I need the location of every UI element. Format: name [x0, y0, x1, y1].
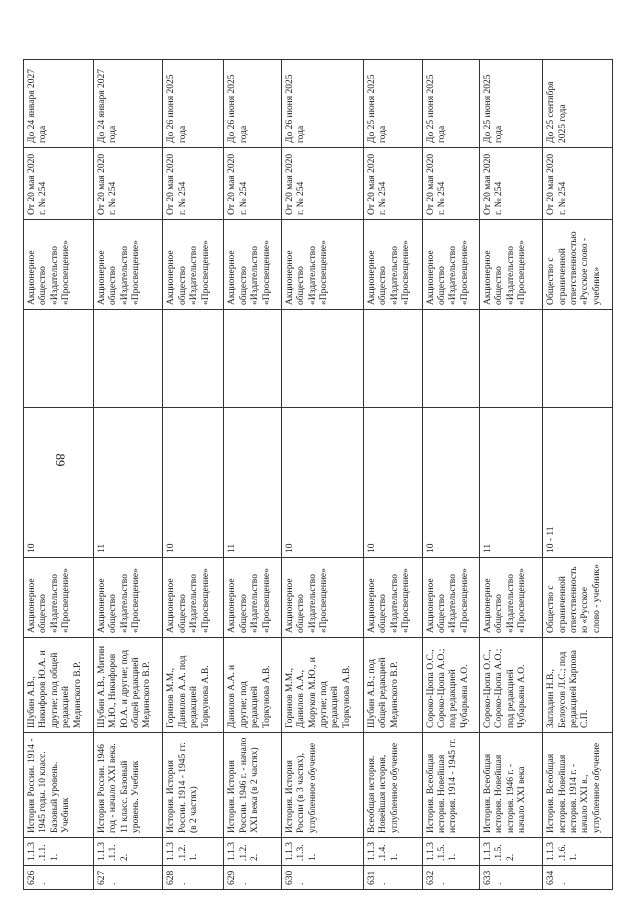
cell-num: 627.: [93, 866, 163, 890]
cell-producer: Акционерное общество «Издательство «Просвещение»: [163, 220, 224, 310]
cell-grade: 11: [224, 408, 281, 558]
table-row: [24, 60, 94, 890]
cell-code: 1.1.3.1.3.1.: [281, 838, 363, 866]
cell-num: 634.: [543, 866, 613, 890]
cell-grade: 10: [163, 408, 224, 558]
cell-grade: 10 - 11: [543, 408, 613, 558]
cell-holder: [163, 310, 224, 408]
cell-publisher: Акционерное общество «Издательство «Просвещение»: [24, 558, 94, 638]
cell-holder: [24, 310, 94, 408]
cell-grade: 10: [422, 408, 479, 558]
cell-deadline: До 26 июня 2025 года: [224, 60, 281, 148]
cell-title: История. Всеобщая история. Новейшая история. 1914 - 1945 гг.: [422, 733, 479, 838]
cell-order: От 20 мая 2020 г. № 254: [93, 148, 163, 220]
cell-holder: [479, 310, 542, 408]
cell-authors: Данилов А.А. и другие; под редакцией Торкунова А.В.: [224, 638, 281, 733]
table-row: [93, 60, 163, 890]
cell-num: 631.: [363, 866, 422, 890]
cell-holder: [422, 310, 479, 408]
cell-order: От 20 мая 2020 г. № 254: [24, 148, 94, 220]
cell-publisher: Акционерное общество «Издательство «Просвещение»: [163, 558, 224, 638]
cell-deadline: До 26 июня 2025 года: [163, 60, 224, 148]
cell-code: 1.1.3.1.1.1.: [24, 838, 94, 866]
cell-grade: 10: [281, 408, 363, 558]
cell-title: История. История России. 1914 - 1945 гг. (в 2 частях): [163, 733, 224, 838]
cell-title: История. История России. 1946 г. - начало XXI века (в 2 частях): [224, 733, 281, 838]
cell-order: От 20 мая 2020 г. № 254: [224, 148, 281, 220]
cell-authors: Шубин А.В., Митин М.Ю., Никифоров Ю.А. и другие; под общей редакцией Мединского В.Р.: [93, 638, 163, 733]
page-number: 89: [53, 453, 68, 467]
table-row: [422, 60, 479, 890]
cell-code: 1.1.3.1.6.1.: [543, 838, 613, 866]
cell-num: 632.: [422, 866, 479, 890]
cell-order: От 20 мая 2020 г. № 254: [479, 148, 542, 220]
cell-title: Всеобщая история. Новейшая история, углубленное обучение: [363, 733, 422, 838]
table-row: [281, 60, 363, 890]
cell-publisher: Общество с ограниченной ответственностью «Русское слово - учебник»: [543, 558, 613, 638]
cell-holder: [281, 310, 363, 408]
table-row: [543, 60, 613, 890]
cell-authors: Шубин А.В.; под общей редакцией Мединского В.Р.: [363, 638, 422, 733]
cell-deadline: До 24 января 2027 года: [24, 60, 94, 148]
cell-num: 630.: [281, 866, 363, 890]
cell-grade: 10: [363, 408, 422, 558]
cell-producer: Акционерное общество «Издательство «Просвещение»: [479, 220, 542, 310]
cell-authors: Сороко-Цюпа О.С., Сороко-Цюпа А.О.; под редакцией Чубарьяна А.О.: [479, 638, 542, 733]
cell-holder: [224, 310, 281, 408]
cell-authors: Горинов М.М., Данилов А.А. под редакцией Торкунова А.В.: [163, 638, 224, 733]
cell-deadline: До 25 сентября 2025 года: [543, 60, 613, 148]
cell-authors: Сороко-Цюпа О.С., Сороко-Цюпа А.О.; под редакцией Чубарьяна А.О.: [422, 638, 479, 733]
cell-order: От 20 мая 2020 г. № 254: [281, 148, 363, 220]
cell-code: 1.1.3.1.5.2.: [479, 838, 542, 866]
cell-code: 1.1.3.1.2.2.: [224, 838, 281, 866]
cell-title: История России. 1946 год - начало XXI века. 11 класс. Базовый уровень. Учебник: [93, 733, 163, 838]
cell-holder: [93, 310, 163, 408]
cell-num: 626.: [24, 866, 94, 890]
cell-publisher: Акционерное общество «Издательство «Просвещение»: [281, 558, 363, 638]
table-row: [363, 60, 422, 890]
cell-order: От 20 мая 2020 г. № 254: [363, 148, 422, 220]
cell-producer: Акционерное общество «Издательство «Просвещение»: [93, 220, 163, 310]
cell-producer: Общество с ограниченной ответственностью «Русское слово - учебник»: [543, 220, 613, 310]
cell-title: История. Всеобщая история. Новейшая история. 1946 г. - начало XXI века: [479, 733, 542, 838]
cell-order: От 20 мая 2020 г. № 254: [543, 148, 613, 220]
textbook-list-table: [23, 59, 613, 890]
cell-num: 629.: [224, 866, 281, 890]
cell-code: 1.1.3.1.4.1.: [363, 838, 422, 866]
cell-title: История. История России (в 3 частях), углубленное обучение: [281, 733, 363, 838]
cell-producer: Акционерное общество «Издательство «Просвещение»: [224, 220, 281, 310]
cell-producer: Акционерное общество «Издательство «Просвещение»: [363, 220, 422, 310]
cell-authors: Шубин А.В., Никифоров Ю.А. и другие; под общей редакцией Мединского В.Р.: [24, 638, 94, 733]
cell-deadline: До 25 июня 2025 года: [363, 60, 422, 148]
cell-code: 1.1.3.1.2.1.: [163, 838, 224, 866]
table-row: [224, 60, 281, 890]
cell-deadline: До 25 июня 2025 года: [422, 60, 479, 148]
cell-grade: 11: [479, 408, 542, 558]
cell-producer: Акционерное общество «Издательство «Просвещение»: [422, 220, 479, 310]
table-row: [479, 60, 542, 890]
cell-holder: [543, 310, 613, 408]
cell-publisher: Акционерное общество «Издательство «Просвещение»: [93, 558, 163, 638]
cell-producer: Акционерное общество «Издательство «Просвещение»: [281, 220, 363, 310]
cell-code: 1.1.3.1.1.2.: [93, 838, 163, 866]
cell-code: 1.1.3.1.5.1.: [422, 838, 479, 866]
cell-deadline: До 24 января 2027 года: [93, 60, 163, 148]
cell-publisher: Акционерное общество «Издательство «Просвещение»: [422, 558, 479, 638]
cell-publisher: Акционерное общество «Издательство «Просвещение»: [363, 558, 422, 638]
cell-deadline: До 26 июня 2025 года: [281, 60, 363, 148]
cell-holder: [363, 310, 422, 408]
cell-authors: Горинов М.М., Данилов А.А., Моруков М.Ю., и другие; под редакцией Торкунова А.В.: [281, 638, 363, 733]
cell-order: От 20 мая 2020 г. № 254: [163, 148, 224, 220]
cell-producer: Акционерное общество «Издательство «Просвещение»: [24, 220, 94, 310]
cell-grade: 11: [93, 408, 163, 558]
rotated-page-sheet: [23, 60, 613, 905]
cell-authors: Загладин Н.В., Белоусов Л.С.; под редакцией Карпова С.П.: [543, 638, 613, 733]
cell-grade: 10: [24, 408, 94, 558]
cell-order: От 20 мая 2020 г. № 254: [422, 148, 479, 220]
cell-title: История. Всеобщая история. Новейшая история. 1914 г. - начало XXI в., углубленное обучение: [543, 733, 613, 838]
cell-publisher: Акционерное общество «Издательство «Просвещение»: [224, 558, 281, 638]
cell-title: История России. 1914 - 1945 годы. 10 класс. Базовый уровень. Учебник: [24, 733, 94, 838]
cell-num: 628.: [163, 866, 224, 890]
table-row: [163, 60, 224, 890]
cell-deadline: До 25 июня 2025 года: [479, 60, 542, 148]
cell-num: 633.: [479, 866, 542, 890]
cell-publisher: Акционерное общество «Издательство «Просвещение»: [479, 558, 542, 638]
